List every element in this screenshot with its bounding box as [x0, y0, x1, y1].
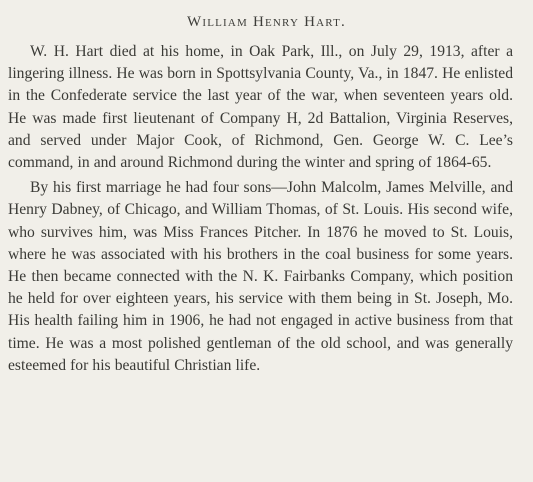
paragraph-biography: W. H. Hart died at his home, in Oak Park, Ill., on July 29, 1913, after a lingering illness. He was born in Spottsylvania County, Va., in 1847. He enlisted in the Confederate service the last year of the war, when seventeen years old. He was made first lieutenant of Company H, 2d Battalion, Virginia Reserves, and served under Major Cook, of Richmond, Gen. George W. C. Lee’s command, in and around Richmond during the winter and spring of 1864-65.: [8, 43, 513, 172]
paragraph-family: By his first marriage he had four sons—John Malcolm, James Melville, and Henry Dabney, of Chicago, and William Thomas, of St. Louis. His second wife, who survives him, was Miss Frances Pitcher. In 1876 he moved to St. Louis, where he was associated with his brothers in the coal business for some years. He then became connected with the N. K. Fairbanks Company, which position he held for over eighteen years, his service with them being in St. Joseph, Mo. His health failing him in 1906, he had not engaged in active business from that time. He was a most polished gentleman of the old school, and was generally esteemed for his beautiful Christian life.: [8, 179, 513, 374]
article-title: William Henry Hart.: [186, 14, 347, 30]
